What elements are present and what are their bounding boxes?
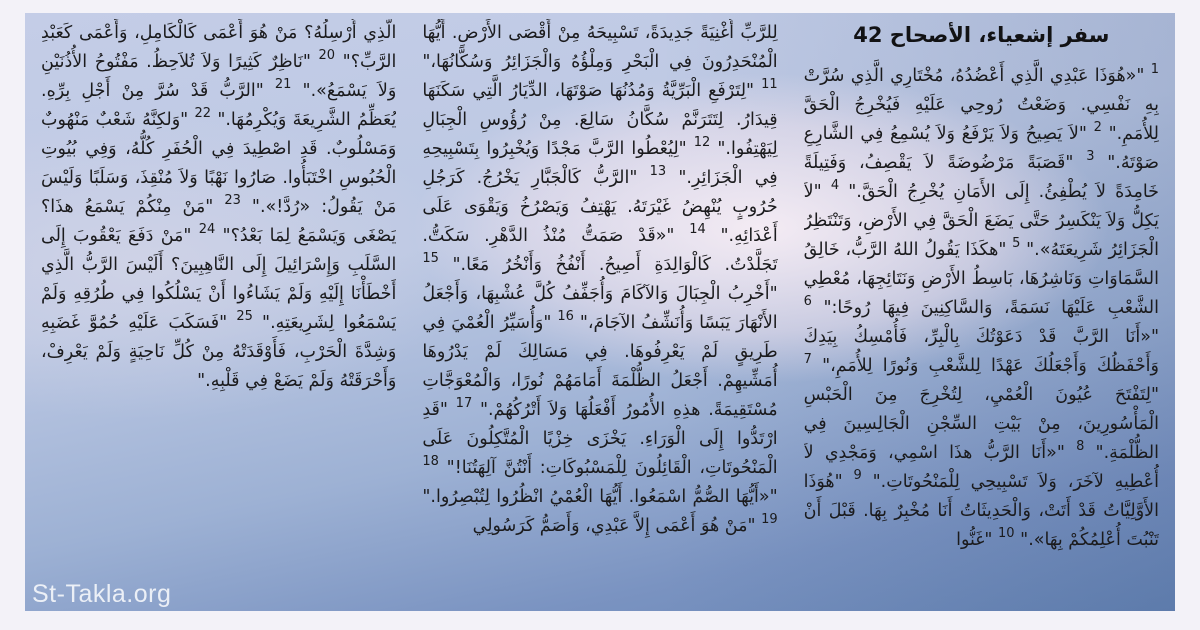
- verse-number: 4: [830, 178, 840, 194]
- verse-number: 19: [761, 512, 778, 528]
- text-columns: [25, 13, 1175, 611]
- verse-number: 5: [1012, 236, 1021, 252]
- verse-number: 11: [761, 77, 778, 93]
- verse-number: 22: [194, 106, 212, 122]
- verse-number: 17: [455, 396, 473, 412]
- text-column-3: [41, 19, 396, 607]
- chapter-title: سفر إشعياء، الأصحاح 42: [853, 23, 1110, 47]
- verse-text-column-3: الَّذِي أُرْسِلُهُ؟ مَنْ هُوَ أَعْمَى كَالْكَامِلِ، وَأَعْمَى كَعَبْدِ الرَّبِّ؟" $^{20}$ "نَاظِرٌ كَثِيرًا وَلاَ تُلاَحِظُ. مَفْتُوحُ الأُذُنَيْنِ وَلاَ يَسْمَعُ»." $^{21}$ "الرَّبُّ قَدْ سُرَّ مِنْ أَجْلِ بِرِّهِ. يُعَظِّمُ الشَّرِيعَةَ وَيُكْرِمُهَا." $^{22}$ "وَلكِنَّهُ شَعْبٌ مَنْهُوبٌ وَمَسْلُوبٌ. قَدِ اصْطِيدَ فِي الْحُفَرِ كُلُّهُ، وَفِي بُيُوتِ الْحُبُوسِ اخْتَبَأُوا. صَارُوا نَهْبًا وَلاَ مُنْقِذَ، وَسَلَبًا وَلَيْسَ مَنْ يَقُولُ: «رُدَّ!»." $^{23}$ "مَنْ مِنْكُمْ يَسْمَعُ هذَا؟ يَصْغَى وَيَسْمَعُ لِمَا بَعْدُ؟" $^{24}$ "مَنْ دَفَعَ يَعْقُوبَ إِلَى السَّلَبِ وَإِسْرَائِيلَ إِلَى النَّاهِبِينَ؟ أَلَيْسَ الرَّبُّ الَّذِي أَخْطَأْنَا إِلَيْهِ وَلَمْ يَشَاءُوا أَنْ يَسْلُكُوا فِي طُرُقِهِ وَلَمْ يَسْمَعُوا لِشَرِيعَتِهِ." $^{25}$ "فَسَكَبَ عَلَيْهِ حُمُوَّ غَضَبِهِ وَشِدَّةَ الْحَرْبِ، فَأَوْقَدَتْهُ مِنْ كُلِّ نَاحِيَةٍ وَلَمْ يَعْرِفْ، وَأَحْرَقَتْهُ وَلَمْ يَضَعْ فِي قَلْبِهِ.": [41, 23, 397, 391]
- verse-number: 23: [224, 193, 241, 209]
- verse-number: 9: [853, 468, 862, 484]
- sky-photo-panel: [25, 13, 1175, 611]
- verse-number: 2: [1093, 120, 1102, 136]
- verse-number: 7: [803, 352, 812, 368]
- verse-number: 13: [649, 164, 667, 180]
- verse-number: 25: [236, 309, 253, 325]
- verse-number: 21: [274, 77, 292, 93]
- verse-text-column-2: لِلرَّبِّ أُغْنِيَةً جَدِيدَةً، تَسْبِيحَهُ مِنْ أَقْصَى الأَرْضِ. أَيُّهَا الْمُنْحَدِرُونَ فِي الْبَحْرِ وَمِلْؤُهُ وَالْجَزَائِرُ وَسُكَّانُهَا،" $^{11}$ "لِتَرْفَعِ الْبَرِّيَّةُ وَمُدُنُهَا صَوْتَهَا، الدِّيَارُ الَّتِي سَكَنَهَا قِيدَارُ. لِتَتَرَنَّمْ سُكَّانُ سَالِعَ. مِنْ رُؤُوسِ الْجِبَالِ لِيَهْتِفُوا." $^{12}$ "لِيُعْطُوا الرَّبَّ مَجْدًا وَيُخْبِرُوا بِتَسْبِيحِهِ فِي الْجَزَائِرِ." $^{13}$ "الرَّبُّ كَالْجَبَّارِ يَخْرُجُ. كَرَجُلِ حُرُوبٍ يُنْهِضُ غَيْرَتَهُ. يَهْتِفُ وَيَصْرُخُ وَيَقْوَى عَلَى أَعْدَائِهِ." $^{14}$ "«قَدْ صَمَتُّ مُنْذُ الدَّهْرِ. سَكَتُّ. تَجَلَّدْتُ. كَالْوَالِدَةِ أَصِيحُ. أَنْفُخُ وَأَنْخُرُ مَعًا." $^{15}$ "أَخْرِبُ الْجِبَالَ وَالآكَامَ وَأُجَفِّفُ كُلَّ عُشْبِهَا، وَأَجْعَلُ الأَنْهَارَ يَبَسًا وَأُنَشِّفُ الآجَامَ،" $^{16}$ "وَأُسَيِّرُ الْعُمْيَ فِي طَرِيقٍ لَمْ يَعْرِفُوهَا. فِي مَسَالِكَ لَمْ يَدْرُوهَا أُمَشِّيهِمْ. أَجْعَلُ الظُّلْمَةَ أَمَامَهُمْ نُورًا، وَالْمُعْوَجَّاتِ مُسْتَقِيمَةً. هذِهِ الأُمُورُ أَفْعَلُهَا وَلاَ أَتْرُكُهُمْ." $^{17}$ "قَدِ ارْتَدُّوا إِلَى الْوَرَاءِ. يَخْزَى خِزْيًا الْمُتَّكِلُونَ عَلَى الْمَنْحُوتَاتِ، الْقَائِلُونَ لِلْمَسْبُوكَاتِ: أَنْتُنَّ آلِهَتُنَا!" $^{18}$ "«أَيُّهَا الصُّمُّ اسْمَعُوا. أَيُّهَا الْعُمْيُ انْظُرُوا لِتُبْصِرُوا." $^{19}$ "مَنْ هُوَ أَعْمَى إِلاَّ عَبْدِي، وَأَصَمُّ كَرَسُولِي: [422, 23, 778, 536]
- text-column-1: [804, 19, 1159, 607]
- verse-number: 8: [1076, 439, 1085, 455]
- verse-number: 18: [422, 454, 439, 470]
- verse-number: 20: [318, 48, 336, 64]
- verse-number: 14: [689, 222, 706, 238]
- verse-number: 10: [998, 526, 1015, 542]
- verse-number: 24: [198, 222, 216, 238]
- verse-number: 15: [422, 251, 439, 267]
- verse-number: 1: [1150, 62, 1159, 78]
- verse-text-column-1: $^1$ "«هُوَذَا عَبْدِي الَّذِي أَعْضُدُهُ، مُخْتَارِي الَّذِي سُرَّتْ بِهِ نَفْسِي. وَضَعْتُ رُوحِي عَلَيْهِ فَيُخْرِجُ الْحَقَّ لِلأُمَمِ." $^2$ "لاَ يَصِيحُ وَلاَ يَرْفَعُ وَلاَ يُسْمِعُ فِي الشَّارِعِ صَوْتَهُ." $^3$ "قَصَبَةً مَرْضُوضَةً لاَ يَقْصِفُ، وَفَتِيلَةً خَامِدَةً لاَ يُطْفِئُ. إِلَى الأَمَانِ يُخْرِجُ الْحَقَّ." $^4$ "لاَ يَكِلُّ وَلاَ يَنْكَسِرُ حَتَّى يَضَعَ الْحَقَّ فِي الأَرْضِ، وَتَنْتَظِرُ الْجَزَائِرُ شَرِيعَتَهُ»." $^5$ "هكَذَا يَقُولُ اللهُ الرَّبُّ، خَالِقُ السَّمَاوَاتِ وَنَاشِرُهَا، بَاسِطُ الأَرْضِ وَنَتَائِجِهَا، مُعْطِي الشَّعْبِ عَلَيْهَا نَسَمَةً، وَالسَّاكِنِينَ فِيهَا رُوحًا:" $^6$ "«أَنَا الرَّبَّ قَدْ دَعَوْتُكَ بِالْبِرِّ، فَأُمْسِكُ بِيَدِكَ وَأَحْفَظُكَ وَأَجْعَلُكَ عَهْدًا لِلشَّعْبِ وَنُورًا لِلأُمَمِ،" $^7$ "لِتَفْتَحَ عُيُونَ الْعُمْيِ، لِتُخْرِجَ مِنَ الْحَبْسِ الْمَأْسُورِينَ، مِنْ بَيْتِ السِّجْنِ الْجَالِسِينَ فِي الظُّلْمَةِ." $^8$ "«أَنَا الرَّبُّ هذَا اسْمِي، وَمَجْدِي لاَ أُعْطِيهِ لآخَرَ، وَلاَ تَسْبِيحِي لِلْمَنْحُوتَاتِ." $^9$ "هُوَذَا الأَوَّلِيَّاتُ قَدْ أَتَتْ، وَالْحَدِيثَاتُ أَنَا مُخْبِرٌ بِهَا. قَبْلَ أَنْ تَنْبُتَ أُعْلِمُكُمْ بِهَا»." $^{10}$ "غَنُّوا: [803, 62, 1159, 550]
- verse-number: 6: [803, 294, 812, 310]
- verse-number: 3: [1086, 149, 1095, 165]
- text-column-2: [422, 19, 777, 607]
- watermark: St-Takla.org: [32, 580, 172, 608]
- verse-number: 12: [693, 135, 711, 151]
- verse-number: 16: [557, 309, 574, 325]
